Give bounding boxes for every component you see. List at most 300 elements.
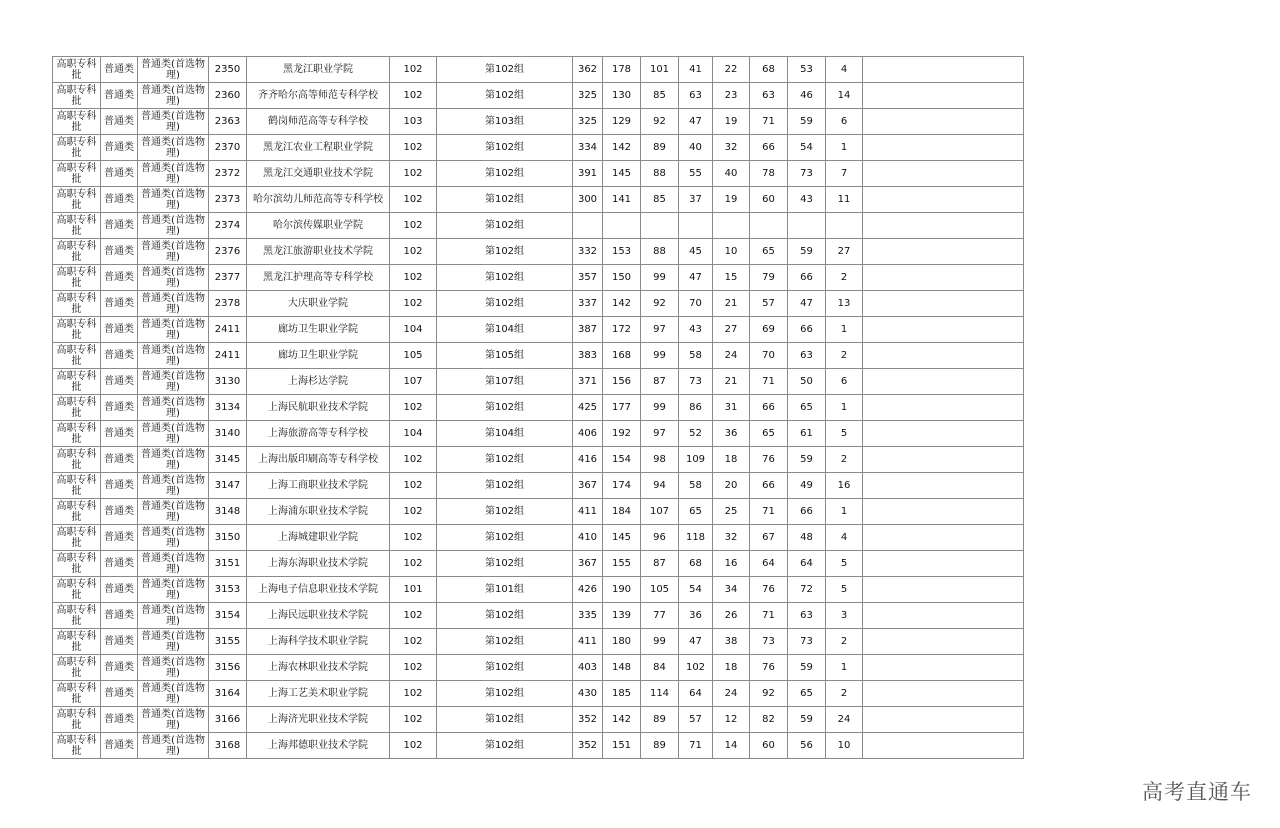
cell-english-score: 55 (679, 161, 713, 187)
cell-batch: 高职专科批 (53, 291, 101, 317)
cell-other-score: 48 (788, 525, 826, 551)
cell-chinese-score: 192 (603, 421, 641, 447)
cell-batch: 高职专科批 (53, 161, 101, 187)
cell-rank-count: 5 (826, 421, 863, 447)
cell-blank (863, 161, 1024, 187)
cell-english-score: 58 (679, 343, 713, 369)
cell-english-score: 41 (679, 57, 713, 83)
cell-batch: 高职专科批 (53, 57, 101, 83)
table-row (53, 83, 1024, 109)
cell-math-score: 97 (641, 317, 679, 343)
cell-physics-score: 57 (750, 291, 788, 317)
cell-group-name: 第104组 (437, 317, 573, 343)
cell-elective-score: 10 (713, 239, 750, 265)
cell-rank-count: 16 (826, 473, 863, 499)
cell-subject-group: 普通类(首选物理) (138, 551, 209, 577)
cell-elective-score: 19 (713, 109, 750, 135)
cell-english-score: 68 (679, 551, 713, 577)
cell-subject-group: 普通类(首选物理) (138, 187, 209, 213)
cell-group-code: 102 (390, 239, 437, 265)
cell-group-name: 第107组 (437, 369, 573, 395)
cell-physics-score: 63 (750, 83, 788, 109)
cell-school-code: 2350 (209, 57, 247, 83)
cell-batch: 高职专科批 (53, 681, 101, 707)
cell-total-score: 416 (573, 447, 603, 473)
cell-blank (863, 187, 1024, 213)
cell-school-code: 2370 (209, 135, 247, 161)
cell-other-score: 66 (788, 499, 826, 525)
cell-total-score: 410 (573, 525, 603, 551)
cell-subject-group: 普通类(首选物理) (138, 369, 209, 395)
cell-category: 普通类 (101, 395, 138, 421)
cell-math-score: 97 (641, 421, 679, 447)
cell-math-score: 89 (641, 707, 679, 733)
cell-math-score: 85 (641, 187, 679, 213)
cell-category: 普通类 (101, 161, 138, 187)
cell-batch: 高职专科批 (53, 603, 101, 629)
cell-category: 普通类 (101, 317, 138, 343)
cell-school-code: 3150 (209, 525, 247, 551)
cell-rank-count: 6 (826, 369, 863, 395)
cell-school-name: 上海浦东职业技术学院 (247, 499, 390, 525)
cell-chinese-score: 153 (603, 239, 641, 265)
cell-blank (863, 551, 1024, 577)
cell-batch: 高职专科批 (53, 421, 101, 447)
cell-group-code: 102 (390, 447, 437, 473)
cell-group-name: 第102组 (437, 135, 573, 161)
table-row (53, 239, 1024, 265)
cell-math-score: 94 (641, 473, 679, 499)
cell-total-score: 371 (573, 369, 603, 395)
cell-physics-score: 71 (750, 499, 788, 525)
cell-group-name: 第102组 (437, 473, 573, 499)
cell-category: 普通类 (101, 239, 138, 265)
table-row (53, 499, 1024, 525)
cell-math-score: 114 (641, 681, 679, 707)
cell-blank (863, 135, 1024, 161)
cell-physics-score: 60 (750, 187, 788, 213)
cell-math-score: 88 (641, 161, 679, 187)
cell-math-score: 99 (641, 395, 679, 421)
cell-math-score: 98 (641, 447, 679, 473)
cell-elective-score: 23 (713, 83, 750, 109)
cell-chinese-score: 178 (603, 57, 641, 83)
cell-total-score: 325 (573, 109, 603, 135)
cell-batch: 高职专科批 (53, 629, 101, 655)
cell-subject-group: 普通类(首选物理) (138, 525, 209, 551)
cell-rank-count: 2 (826, 447, 863, 473)
cell-school-name: 上海邦德职业技术学院 (247, 733, 390, 759)
cell-group-name: 第102组 (437, 161, 573, 187)
cell-english-score: 73 (679, 369, 713, 395)
cell-batch: 高职专科批 (53, 577, 101, 603)
cell-elective-score: 16 (713, 551, 750, 577)
cell-rank-count: 1 (826, 655, 863, 681)
cell-category: 普通类 (101, 551, 138, 577)
cell-other-score: 49 (788, 473, 826, 499)
cell-subject-group: 普通类(首选物理) (138, 395, 209, 421)
cell-total-score: 391 (573, 161, 603, 187)
cell-english-score: 47 (679, 265, 713, 291)
cell-other-score: 65 (788, 681, 826, 707)
cell-elective-score: 12 (713, 707, 750, 733)
cell-physics-score: 79 (750, 265, 788, 291)
table-row (53, 265, 1024, 291)
cell-other-score: 63 (788, 603, 826, 629)
cell-physics-score (750, 213, 788, 239)
cell-school-name: 黑龙江护理高等专科学校 (247, 265, 390, 291)
cell-school-name: 上海民航职业技术学院 (247, 395, 390, 421)
cell-batch: 高职专科批 (53, 213, 101, 239)
cell-subject-group: 普通类(首选物理) (138, 265, 209, 291)
cell-other-score: 66 (788, 265, 826, 291)
cell-category: 普通类 (101, 213, 138, 239)
cell-group-code: 101 (390, 577, 437, 603)
cell-math-score: 92 (641, 109, 679, 135)
cell-total-score: 367 (573, 473, 603, 499)
table-row (53, 395, 1024, 421)
cell-blank (863, 655, 1024, 681)
cell-rank-count: 1 (826, 499, 863, 525)
cell-subject-group: 普通类(首选物理) (138, 291, 209, 317)
cell-rank-count: 11 (826, 187, 863, 213)
cell-english-score: 63 (679, 83, 713, 109)
table-row (53, 369, 1024, 395)
cell-subject-group: 普通类(首选物理) (138, 421, 209, 447)
cell-physics-score: 66 (750, 135, 788, 161)
cell-other-score: 56 (788, 733, 826, 759)
cell-group-name: 第102组 (437, 525, 573, 551)
cell-physics-score: 64 (750, 551, 788, 577)
cell-elective-score: 24 (713, 343, 750, 369)
cell-elective-score: 38 (713, 629, 750, 655)
cell-english-score: 102 (679, 655, 713, 681)
cell-rank-count: 27 (826, 239, 863, 265)
cell-rank-count: 5 (826, 577, 863, 603)
cell-blank (863, 343, 1024, 369)
cell-group-code: 102 (390, 213, 437, 239)
cell-total-score: 352 (573, 733, 603, 759)
cell-group-code: 102 (390, 135, 437, 161)
cell-total-score: 352 (573, 707, 603, 733)
cell-school-code: 3166 (209, 707, 247, 733)
cell-total-score: 403 (573, 655, 603, 681)
cell-english-score: 65 (679, 499, 713, 525)
cell-math-score: 105 (641, 577, 679, 603)
cell-total-score: 430 (573, 681, 603, 707)
cell-group-code: 102 (390, 57, 437, 83)
cell-chinese-score: 172 (603, 317, 641, 343)
cell-category: 普通类 (101, 629, 138, 655)
cell-batch: 高职专科批 (53, 447, 101, 473)
table-row (53, 161, 1024, 187)
cell-category: 普通类 (101, 707, 138, 733)
cell-total-score: 367 (573, 551, 603, 577)
cell-rank-count: 5 (826, 551, 863, 577)
cell-english-score: 71 (679, 733, 713, 759)
cell-group-name: 第102组 (437, 733, 573, 759)
cell-school-name: 大庆职业学院 (247, 291, 390, 317)
cell-rank-count: 3 (826, 603, 863, 629)
cell-elective-score: 18 (713, 655, 750, 681)
cell-subject-group: 普通类(首选物理) (138, 239, 209, 265)
cell-other-score: 59 (788, 109, 826, 135)
cell-other-score: 66 (788, 317, 826, 343)
cell-elective-score: 32 (713, 135, 750, 161)
cell-group-code: 102 (390, 551, 437, 577)
cell-rank-count: 2 (826, 681, 863, 707)
cell-elective-score: 36 (713, 421, 750, 447)
cell-rank-count: 14 (826, 83, 863, 109)
cell-school-name: 上海民远职业技术学院 (247, 603, 390, 629)
cell-elective-score (713, 213, 750, 239)
cell-school-code: 3164 (209, 681, 247, 707)
cell-school-name: 黑龙江职业学院 (247, 57, 390, 83)
cell-chinese-score: 139 (603, 603, 641, 629)
cell-elective-score: 34 (713, 577, 750, 603)
cell-batch: 高职专科批 (53, 499, 101, 525)
cell-school-name: 齐齐哈尔高等师范专科学校 (247, 83, 390, 109)
cell-chinese-score: 142 (603, 291, 641, 317)
cell-batch: 高职专科批 (53, 187, 101, 213)
cell-other-score: 46 (788, 83, 826, 109)
cell-school-name: 黑龙江农业工程职业学院 (247, 135, 390, 161)
cell-other-score: 47 (788, 291, 826, 317)
cell-english-score: 58 (679, 473, 713, 499)
cell-rank-count: 1 (826, 395, 863, 421)
cell-school-name: 上海杉达学院 (247, 369, 390, 395)
cell-group-code: 102 (390, 655, 437, 681)
cell-blank (863, 707, 1024, 733)
cell-chinese-score: 177 (603, 395, 641, 421)
cell-school-code: 3134 (209, 395, 247, 421)
cell-subject-group: 普通类(首选物理) (138, 499, 209, 525)
cell-english-score: 40 (679, 135, 713, 161)
cell-subject-group: 普通类(首选物理) (138, 629, 209, 655)
cell-blank (863, 83, 1024, 109)
cell-group-code: 102 (390, 681, 437, 707)
table-row (53, 629, 1024, 655)
cell-chinese-score (603, 213, 641, 239)
cell-english-score: 52 (679, 421, 713, 447)
cell-math-score: 85 (641, 83, 679, 109)
cell-school-code: 3147 (209, 473, 247, 499)
cell-chinese-score: 145 (603, 525, 641, 551)
cell-school-name: 上海东海职业技术学院 (247, 551, 390, 577)
cell-group-code: 102 (390, 161, 437, 187)
cell-batch: 高职专科批 (53, 317, 101, 343)
cell-school-name: 上海城建职业学院 (247, 525, 390, 551)
table-row (53, 681, 1024, 707)
cell-batch: 高职专科批 (53, 265, 101, 291)
table-row (53, 551, 1024, 577)
watermark-brand: 高考直通车 (1142, 780, 1252, 804)
cell-blank (863, 213, 1024, 239)
cell-math-score: 96 (641, 525, 679, 551)
cell-physics-score: 76 (750, 447, 788, 473)
cell-group-code: 107 (390, 369, 437, 395)
cell-school-name: 上海工艺美术职业学院 (247, 681, 390, 707)
cell-blank (863, 421, 1024, 447)
cell-group-code: 102 (390, 83, 437, 109)
cell-group-code: 102 (390, 395, 437, 421)
cell-batch: 高职专科批 (53, 135, 101, 161)
cell-blank (863, 629, 1024, 655)
cell-batch: 高职专科批 (53, 239, 101, 265)
cell-group-code: 104 (390, 317, 437, 343)
cell-group-name: 第102组 (437, 83, 573, 109)
cell-group-name: 第102组 (437, 291, 573, 317)
cell-category: 普通类 (101, 109, 138, 135)
cell-other-score: 61 (788, 421, 826, 447)
cell-rank-count: 2 (826, 265, 863, 291)
cell-category: 普通类 (101, 447, 138, 473)
cell-blank (863, 265, 1024, 291)
cell-subject-group: 普通类(首选物理) (138, 447, 209, 473)
cell-category: 普通类 (101, 421, 138, 447)
table-row (53, 343, 1024, 369)
table-row (53, 421, 1024, 447)
cell-batch: 高职专科批 (53, 83, 101, 109)
cell-school-code: 2363 (209, 109, 247, 135)
cell-chinese-score: 180 (603, 629, 641, 655)
cell-physics-score: 82 (750, 707, 788, 733)
cell-chinese-score: 142 (603, 707, 641, 733)
cell-group-name: 第102组 (437, 551, 573, 577)
cell-school-code: 2360 (209, 83, 247, 109)
cell-subject-group: 普通类(首选物理) (138, 577, 209, 603)
cell-blank (863, 447, 1024, 473)
cell-subject-group: 普通类(首选物理) (138, 317, 209, 343)
cell-batch: 高职专科批 (53, 343, 101, 369)
cell-rank-count: 13 (826, 291, 863, 317)
cell-chinese-score: 174 (603, 473, 641, 499)
cell-other-score: 50 (788, 369, 826, 395)
cell-blank (863, 577, 1024, 603)
cell-batch: 高职专科批 (53, 655, 101, 681)
cell-group-code: 102 (390, 499, 437, 525)
cell-english-score (679, 213, 713, 239)
cell-group-name: 第102组 (437, 213, 573, 239)
cell-school-name: 上海出版印刷高等专科学校 (247, 447, 390, 473)
cell-subject-group: 普通类(首选物理) (138, 161, 209, 187)
cell-math-score: 84 (641, 655, 679, 681)
cell-subject-group: 普通类(首选物理) (138, 343, 209, 369)
cell-rank-count: 4 (826, 57, 863, 83)
cell-blank (863, 603, 1024, 629)
cell-group-code: 102 (390, 525, 437, 551)
cell-elective-score: 40 (713, 161, 750, 187)
cell-group-code: 102 (390, 265, 437, 291)
cell-batch: 高职专科批 (53, 733, 101, 759)
cell-other-score: 59 (788, 239, 826, 265)
cell-group-name: 第101组 (437, 577, 573, 603)
cell-category: 普通类 (101, 291, 138, 317)
cell-other-score (788, 213, 826, 239)
cell-english-score: 86 (679, 395, 713, 421)
cell-school-name: 鹤岗师范高等专科学校 (247, 109, 390, 135)
cell-batch: 高职专科批 (53, 707, 101, 733)
cell-school-code: 2376 (209, 239, 247, 265)
cell-physics-score: 60 (750, 733, 788, 759)
cell-batch: 高职专科批 (53, 551, 101, 577)
cell-category: 普通类 (101, 343, 138, 369)
cell-math-score: 77 (641, 603, 679, 629)
table-row (53, 707, 1024, 733)
cell-math-score: 101 (641, 57, 679, 83)
cell-school-code: 3145 (209, 447, 247, 473)
cell-chinese-score: 154 (603, 447, 641, 473)
cell-elective-score: 18 (713, 447, 750, 473)
cell-physics-score: 78 (750, 161, 788, 187)
cell-total-score: 332 (573, 239, 603, 265)
cell-school-code: 3156 (209, 655, 247, 681)
cell-school-code: 3168 (209, 733, 247, 759)
cell-school-name: 上海旅游高等专科学校 (247, 421, 390, 447)
cell-school-code: 2374 (209, 213, 247, 239)
cell-physics-score: 68 (750, 57, 788, 83)
cell-english-score: 37 (679, 187, 713, 213)
cell-subject-group: 普通类(首选物理) (138, 707, 209, 733)
cell-total-score: 411 (573, 499, 603, 525)
cell-subject-group: 普通类(首选物理) (138, 213, 209, 239)
cell-school-code: 3151 (209, 551, 247, 577)
cell-total-score: 383 (573, 343, 603, 369)
cell-math-score: 89 (641, 733, 679, 759)
cell-total-score: 325 (573, 83, 603, 109)
cell-total-score: 411 (573, 629, 603, 655)
cell-physics-score: 92 (750, 681, 788, 707)
cell-elective-score: 21 (713, 369, 750, 395)
cell-physics-score: 70 (750, 343, 788, 369)
cell-school-code: 3140 (209, 421, 247, 447)
cell-elective-score: 14 (713, 733, 750, 759)
cell-group-name: 第102组 (437, 395, 573, 421)
cell-physics-score: 65 (750, 239, 788, 265)
cell-school-name: 黑龙江交通职业技术学院 (247, 161, 390, 187)
cell-english-score: 118 (679, 525, 713, 551)
cell-group-name: 第102组 (437, 265, 573, 291)
cell-group-name: 第102组 (437, 707, 573, 733)
cell-other-score: 65 (788, 395, 826, 421)
cell-category: 普通类 (101, 733, 138, 759)
cell-school-name: 上海济光职业技术学院 (247, 707, 390, 733)
cell-math-score (641, 213, 679, 239)
cell-chinese-score: 148 (603, 655, 641, 681)
cell-math-score: 99 (641, 629, 679, 655)
cell-math-score: 99 (641, 343, 679, 369)
cell-math-score: 89 (641, 135, 679, 161)
cell-school-code: 3154 (209, 603, 247, 629)
cell-rank-count: 7 (826, 161, 863, 187)
cell-school-code: 2377 (209, 265, 247, 291)
cell-english-score: 45 (679, 239, 713, 265)
cell-english-score: 64 (679, 681, 713, 707)
cell-blank (863, 499, 1024, 525)
cell-school-name: 哈尔滨传媒职业学院 (247, 213, 390, 239)
cell-group-code: 102 (390, 603, 437, 629)
cell-group-name: 第102组 (437, 57, 573, 83)
cell-english-score: 47 (679, 629, 713, 655)
cell-category: 普通类 (101, 57, 138, 83)
cell-physics-score: 69 (750, 317, 788, 343)
cell-group-name: 第102组 (437, 187, 573, 213)
cell-chinese-score: 184 (603, 499, 641, 525)
cell-elective-score: 27 (713, 317, 750, 343)
cell-elective-score: 32 (713, 525, 750, 551)
table-row (53, 733, 1024, 759)
cell-elective-score: 20 (713, 473, 750, 499)
